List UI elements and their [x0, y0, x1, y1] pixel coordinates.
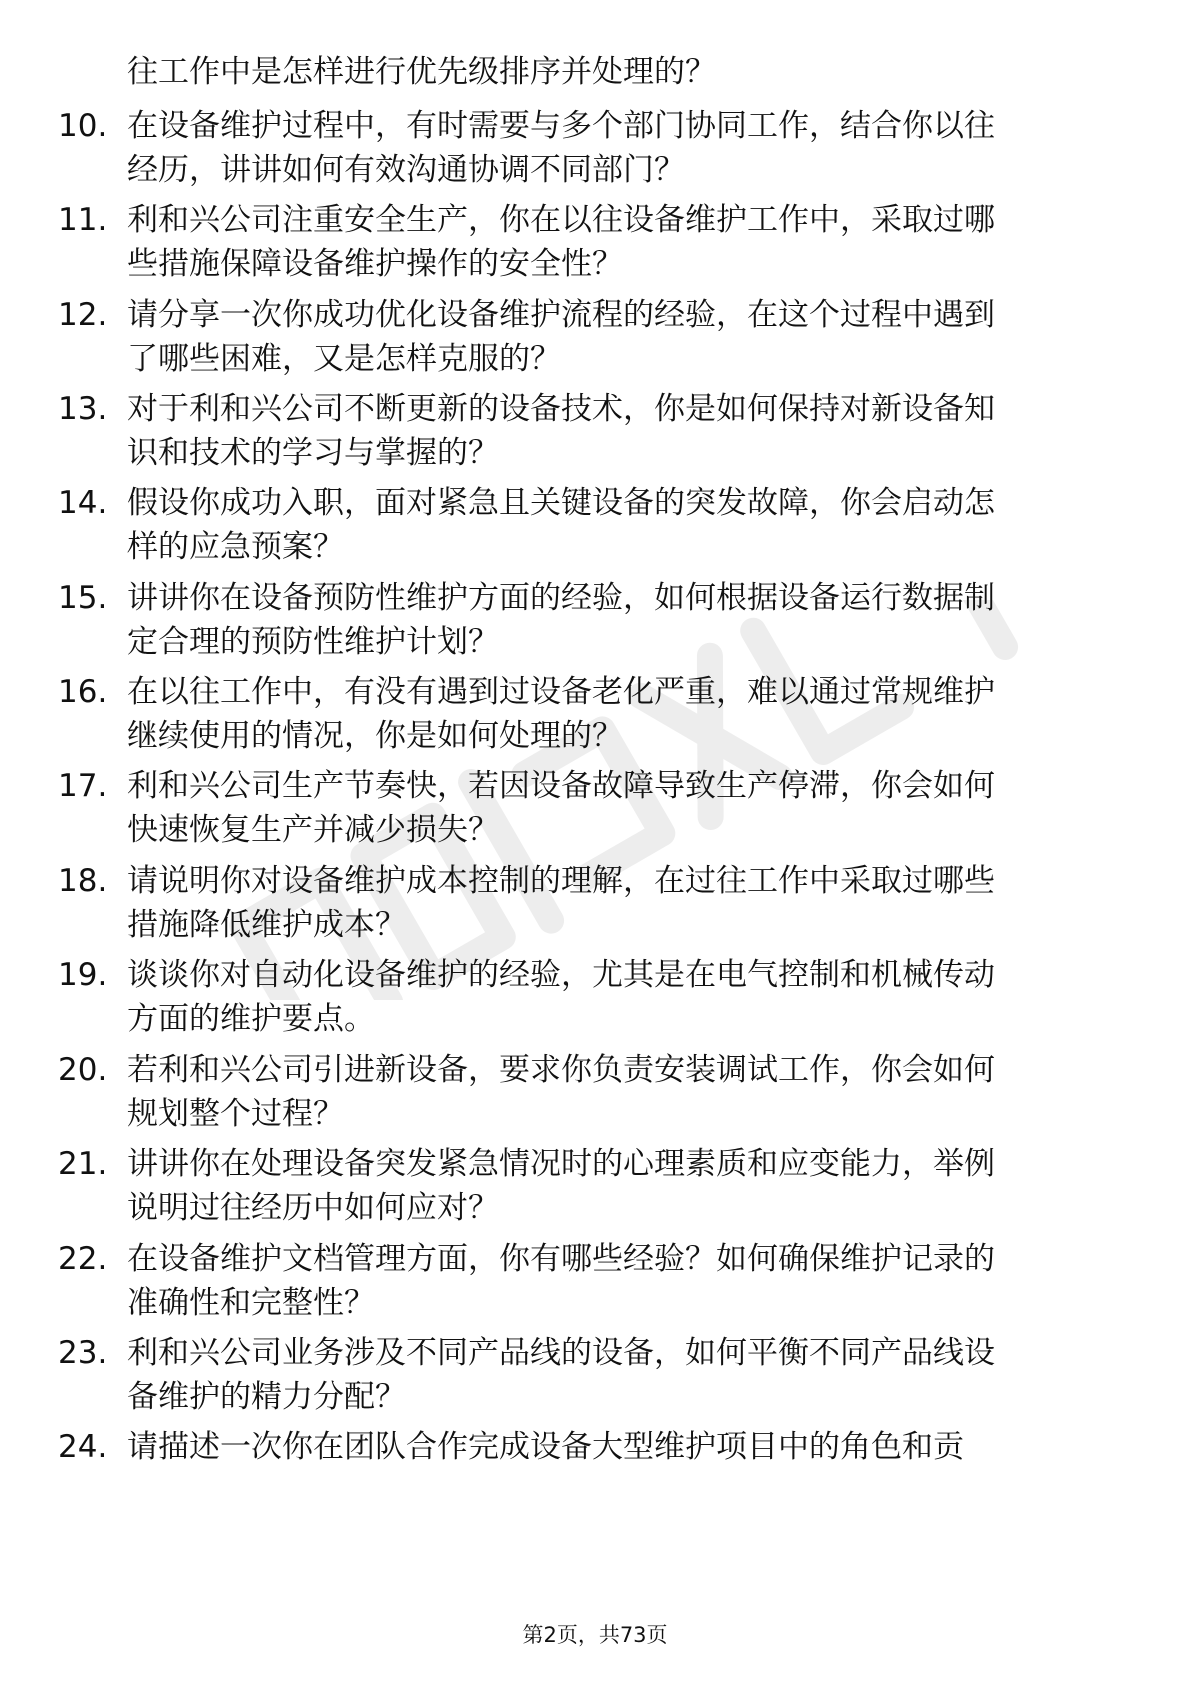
question-text — [127, 576, 1127, 664]
question-line: 了哪些困难，又是怎样克服的？ — [127, 341, 561, 377]
question-number: 21. — [58, 1146, 108, 1182]
question-line: 在设备维护过程中，有时需要与多个部门协同工作，结合你以往 — [127, 108, 995, 144]
question-text — [127, 764, 1127, 852]
question-line: 谈谈你对自动化设备维护的经验，尤其是在电气控制和机械传动 — [127, 957, 995, 993]
question-item — [0, 104, 1190, 200]
question-line: 利和兴公司生产节奏快，若因设备故障导致生产停滞，你会如何 — [127, 768, 995, 804]
question-text — [127, 670, 1127, 758]
question-item — [0, 293, 1190, 389]
question-number: 16. — [58, 674, 108, 710]
question-line: 措施降低维护成本？ — [127, 907, 406, 943]
question-line: 请描述一次你在团队合作完成设备大型维护项目中的角色和贡 — [127, 1429, 964, 1465]
question-line: 快速恢复生产并减少损失？ — [127, 812, 499, 848]
question-item — [0, 1048, 1190, 1144]
question-line: 在以往工作中，有没有遇到过设备老化严重，难以通过常规维护 — [127, 674, 995, 710]
question-line: 继续使用的情况，你是如何处理的？ — [127, 718, 623, 754]
question-number: 20. — [58, 1052, 108, 1088]
question-line: 样的应急预案？ — [127, 529, 344, 565]
question-number: 13. — [58, 391, 108, 427]
question-text — [127, 1425, 1127, 1469]
question-number: 11. — [58, 202, 108, 238]
question-line: 方面的维护要点。 — [127, 1001, 375, 1037]
question-item — [0, 576, 1190, 672]
question-line: 假设你成功入职，面对紧急且关键设备的突发故障，你会启动怎 — [127, 485, 995, 521]
question-text — [127, 104, 1127, 192]
question-line: 说明过往经历中如何应对？ — [127, 1190, 499, 1226]
question-number: 15. — [58, 580, 108, 616]
question-item — [0, 859, 1190, 955]
question-line: 讲讲你在设备预防性维护方面的经验，如何根据设备运行数据制 — [127, 580, 995, 616]
question-line: 定合理的预防性维护计划？ — [127, 624, 499, 660]
question-item — [0, 953, 1190, 1049]
question-text — [127, 1142, 1127, 1230]
question-number: 10. — [58, 108, 108, 144]
question-number: 18. — [58, 863, 108, 899]
question-text — [127, 1331, 1127, 1419]
question-number: 14. — [58, 485, 108, 521]
continued-question-text: 往工作中是怎样进行优先级排序并处理的？ — [127, 54, 716, 90]
question-item — [0, 387, 1190, 483]
question-line: 讲讲你在处理设备突发紧急情况时的心理素质和应变能力，举例 — [127, 1146, 995, 1182]
question-line: 经历，讲讲如何有效沟通协调不同部门？ — [127, 152, 685, 188]
question-item — [0, 198, 1190, 294]
question-number: 19. — [58, 957, 108, 993]
question-line: 利和兴公司注重安全生产，你在以往设备维护工作中，采取过哪 — [127, 202, 995, 238]
question-text — [127, 293, 1127, 381]
question-line: 备维护的精力分配？ — [127, 1379, 406, 1415]
question-line: 请分享一次你成功优化设备维护流程的经验，在这个过程中遇到 — [127, 297, 995, 333]
question-line: 请说明你对设备维护成本控制的理解，在过往工作中采取过哪些 — [127, 863, 995, 899]
question-line: 对于利和兴公司不断更新的设备技术，你是如何保持对新设备知 — [127, 391, 995, 427]
question-line: 些措施保障设备维护操作的安全性？ — [127, 246, 623, 282]
question-item — [0, 764, 1190, 860]
question-item — [0, 481, 1190, 577]
question-text — [127, 387, 1127, 475]
question-line: 识和技术的学习与掌握的？ — [127, 435, 499, 471]
question-line: 利和兴公司业务涉及不同产品线的设备，如何平衡不同产品线设 — [127, 1335, 995, 1371]
question-text — [127, 1237, 1127, 1325]
question-text — [127, 198, 1127, 286]
question-line: 在设备维护文档管理方面，你有哪些经验？如何确保维护记录的 — [127, 1241, 995, 1277]
question-item — [0, 1237, 1190, 1333]
question-text — [127, 859, 1127, 947]
question-number: 17. — [58, 768, 108, 804]
question-number: 22. — [58, 1241, 108, 1277]
question-line: 若利和兴公司引进新设备，要求你负责安装调试工作，你会如何 — [127, 1052, 995, 1088]
question-item — [0, 1425, 1190, 1521]
question-item — [0, 1142, 1190, 1238]
question-text — [127, 953, 1127, 1041]
question-item — [0, 1331, 1190, 1427]
question-text — [127, 481, 1127, 569]
question-number: 12. — [58, 297, 108, 333]
question-line: 规划整个过程？ — [127, 1096, 344, 1132]
page-footer: 第2页，共73页 — [522, 1623, 668, 1647]
question-line: 准确性和完整性？ — [127, 1285, 375, 1321]
question-number: 24. — [58, 1429, 108, 1465]
question-text — [127, 1048, 1127, 1136]
question-item — [0, 670, 1190, 766]
question-number: 23. — [58, 1335, 108, 1371]
